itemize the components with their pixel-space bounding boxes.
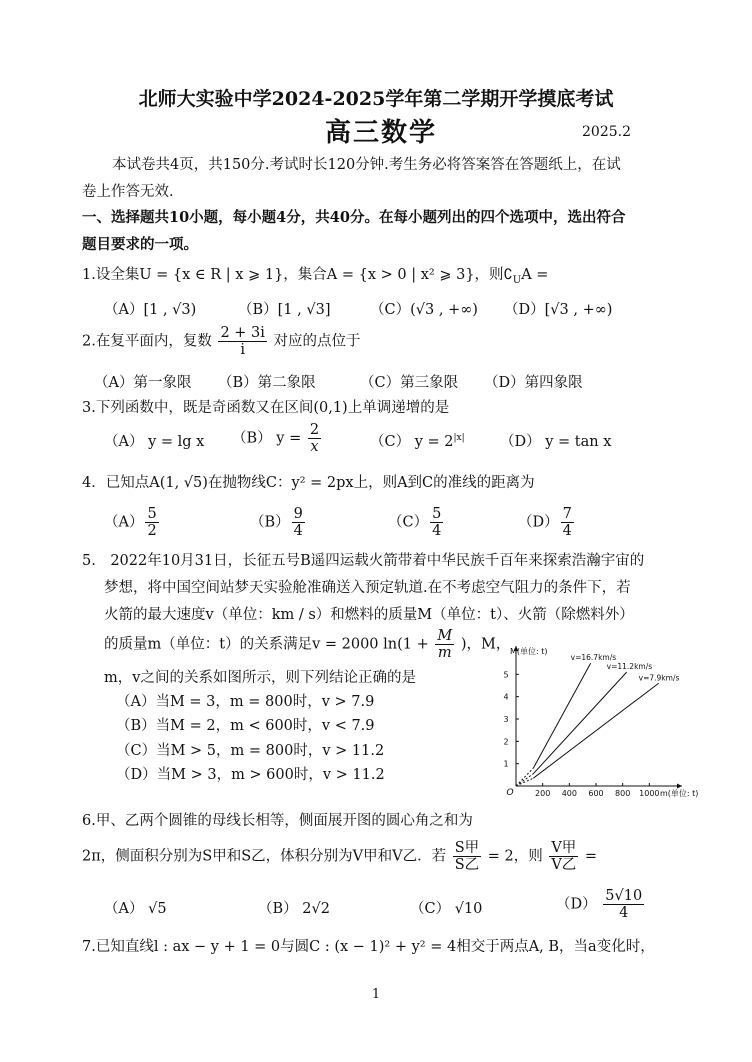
q6-line2-a: 2π，侧面积分别为S甲和S乙，体积分别为V甲和V乙．若 — [82, 848, 447, 865]
q3-b-num: 2 — [309, 422, 320, 438]
q3-option-a: （A） y = lg x — [104, 434, 205, 450]
q4-d-fraction — [561, 506, 574, 539]
q2-option-c: （C）第三象限 — [360, 375, 459, 391]
q6-option-c: （C） √10 — [410, 901, 483, 917]
y-tick-label: 1 — [503, 759, 509, 769]
q5-num: M — [437, 628, 453, 644]
y-axis-label: M(单位: t) — [510, 647, 548, 656]
q6-ratio-fraction — [453, 840, 481, 873]
q1-stem — [82, 263, 548, 286]
q3-option-b-fraction — [308, 422, 321, 455]
q6-ratio-num: S甲 — [454, 840, 480, 856]
q4-d-num: 7 — [562, 506, 572, 522]
q1-option-b: （B）[1 , √3] — [238, 302, 331, 318]
q2-option-b: （B）第二象限 — [218, 375, 316, 391]
x-tick-label: 1000 — [639, 789, 660, 798]
q4-b-fraction — [292, 506, 305, 539]
q4-option-b — [250, 506, 307, 539]
q1-option-d: （D）[√3 , +∞) — [504, 302, 613, 318]
q2-stem-b: 对应的点位于 — [273, 333, 361, 350]
q5-option-b: （B）当M = 2，m < 600时，v < 7.9 — [116, 718, 375, 734]
q2-option-a: （A）第一象限 — [94, 375, 192, 391]
q5-option-d: （D）当M > 3，m > 600时，v > 11.2 — [116, 767, 385, 783]
q4-c-fraction — [430, 506, 443, 539]
series-line — [533, 683, 658, 778]
q1-stem-text: 1.设全集U = {x ∈ R | x ⩾ 1}，集合A = {x > 0 | x² ⩾ 3}，则∁ — [82, 267, 513, 283]
q6-d-num: 5√10 — [605, 888, 643, 904]
q3-stem: 3.下列函数中，既是奇函数又在区间(0,1)上单调递增的是 — [82, 400, 450, 416]
x-tick-label: 200 — [535, 789, 551, 798]
q4-a-fraction — [145, 506, 158, 539]
x-axis-label: m(单位: t) — [660, 789, 699, 798]
q6-answer-fraction — [549, 840, 578, 873]
q5-den: m — [437, 645, 452, 661]
q4-c-label: （C） — [388, 514, 429, 531]
q6-line2 — [82, 840, 597, 873]
q2-fraction — [218, 325, 266, 358]
q4-b-den: 4 — [293, 523, 303, 539]
q4-a-den: 2 — [147, 523, 157, 539]
series-label: v=16.7km/s — [570, 653, 617, 663]
q6-ratio-den: S乙 — [454, 857, 480, 873]
origin-label: O — [506, 788, 514, 798]
q3-option-c-text: （C） y = 2 — [370, 434, 454, 450]
y-tick-label: 4 — [503, 692, 509, 702]
q3-option-c — [370, 430, 465, 451]
q2-stem-a: 2.在复平面内，复数 — [82, 333, 212, 350]
q4-b-label: （B） — [250, 514, 290, 531]
q6-line2-b: = 2，则 — [487, 848, 543, 865]
x-tick-label: 800 — [615, 789, 631, 798]
q6-line1: 6.甲、乙两个圆锥的母线长相等，侧面展开图的圆心角之和为 — [82, 813, 473, 829]
q5-line3: 火箭的最大速度v（单位：km / s）和燃料的质量M（单位：t）、火箭（除燃料外） — [104, 607, 634, 623]
q2-stem — [82, 325, 361, 358]
q4-stem: 4．已知点A(1, √5)在抛物线C：y² = 2px上，则A到C的准线的距离为 — [82, 475, 535, 491]
q4-c-den: 4 — [432, 523, 442, 539]
exam-title: 北师大实验中学2024-2025学年第二学期开学摸底考试 — [138, 88, 614, 110]
series-label: v=11.2km/s — [606, 662, 653, 672]
q5-line4-b: )，M， — [460, 636, 511, 653]
q6-option-d-label: （D） — [556, 896, 597, 913]
instructions-line2: 卷上作答无效. — [82, 184, 174, 200]
section-heading-line1: 一、选择题共10小题，每小题4分，共40分。在每小题列出的四个选项中，选出符合 — [82, 209, 626, 226]
subject-title: 高三数学 — [325, 118, 438, 148]
q5-line5: m，v之间的关系如图所示，则下列结论正确的是 — [104, 670, 416, 686]
y-tick-label: 5 — [503, 670, 509, 680]
q6-line2-c: = — [584, 848, 598, 865]
q2-den: i — [240, 342, 245, 358]
q6-ans-num: V甲 — [551, 840, 577, 856]
q4-a-label: （A） — [104, 514, 144, 531]
q6-option-b: （B） 2√2 — [258, 901, 330, 917]
q5-line2: 梦想，将中国空间站梦天实验舱准确送入预定轨道.在不考虑空气阻力的条件下，若 — [104, 580, 631, 596]
exam-date: 2025.2 — [582, 124, 631, 140]
q3-option-c-exp: |x| — [453, 433, 465, 444]
q4-c-num: 5 — [432, 506, 442, 522]
q6-option-a: （A） √5 — [104, 901, 167, 917]
series-line-dashed — [516, 778, 533, 786]
q4-option-a — [104, 506, 161, 539]
q4-d-den: 4 — [562, 523, 572, 539]
chart-lines — [516, 663, 659, 786]
series-line — [533, 663, 590, 768]
q5-option-c: （C）当M > 5，m = 800时，v > 11.2 — [116, 743, 385, 759]
q3-option-d: （D） y = tan x — [500, 434, 612, 450]
q2-num: 2 + 3i — [220, 325, 265, 341]
q6-ans-den: V乙 — [551, 857, 577, 873]
q4-a-num: 5 — [147, 506, 157, 522]
series-line-dashed — [516, 774, 533, 786]
q6-option-d-fraction — [603, 888, 644, 921]
q1-sub: U — [512, 274, 522, 286]
q5-option-a: （A）当M = 3，m = 800时，v > 7.9 — [116, 694, 375, 710]
q4-d-label: （D） — [518, 514, 559, 531]
instructions-line1: 本试卷共4页，共150分.考试时长120分钟.考生务必将答案答在答题纸上，在试 — [112, 157, 621, 173]
series-line-dashed — [516, 768, 533, 786]
x-tick-label: 600 — [588, 789, 604, 798]
q5-line4-a: 的质量m（单位：t）的关系满足v = 2000 ln(1 + — [104, 636, 429, 653]
q5-fraction — [435, 628, 454, 661]
q1-option-c: （C）(√3 , +∞) — [370, 302, 478, 318]
q4-option-d — [518, 506, 576, 539]
x-axis-arrow — [677, 784, 682, 789]
page-number: 1 — [371, 987, 381, 1002]
q5-line4 — [104, 628, 510, 661]
section-heading-line2: 题目要求的一项。 — [82, 236, 198, 253]
q1-tail: A = — [521, 267, 549, 283]
q4-b-num: 9 — [293, 506, 303, 522]
y-tick-label: 3 — [503, 715, 509, 724]
q5-line1: 5. 2022年10月31日，长征五号B遥四运载火箭带着中华民族千百年来探索浩瀚宇宙的 — [82, 553, 645, 569]
q1-option-a: （A）[1 , √3) — [104, 302, 197, 318]
chart-text — [503, 646, 698, 798]
q5-chart — [488, 640, 699, 800]
q6-option-d — [556, 888, 646, 921]
series-line — [533, 672, 626, 774]
q6-d-den: 4 — [619, 905, 629, 921]
y-tick-label: 2 — [503, 737, 509, 747]
q2-option-d: （D）第四象限 — [484, 375, 583, 391]
q4-option-c — [388, 506, 445, 539]
q7-stem: 7.已知直线l : ax − y + 1 = 0与圆C : (x − 1)² + y² = 4相交于两点A, B，当a变化时， — [82, 939, 655, 955]
q3-b-den: x — [310, 439, 319, 455]
q3-option-b — [232, 422, 323, 455]
q3-option-b-label: （B） y = — [232, 430, 302, 447]
series-label: v=7.9km/s — [638, 673, 680, 683]
x-tick-label: 400 — [561, 789, 577, 798]
